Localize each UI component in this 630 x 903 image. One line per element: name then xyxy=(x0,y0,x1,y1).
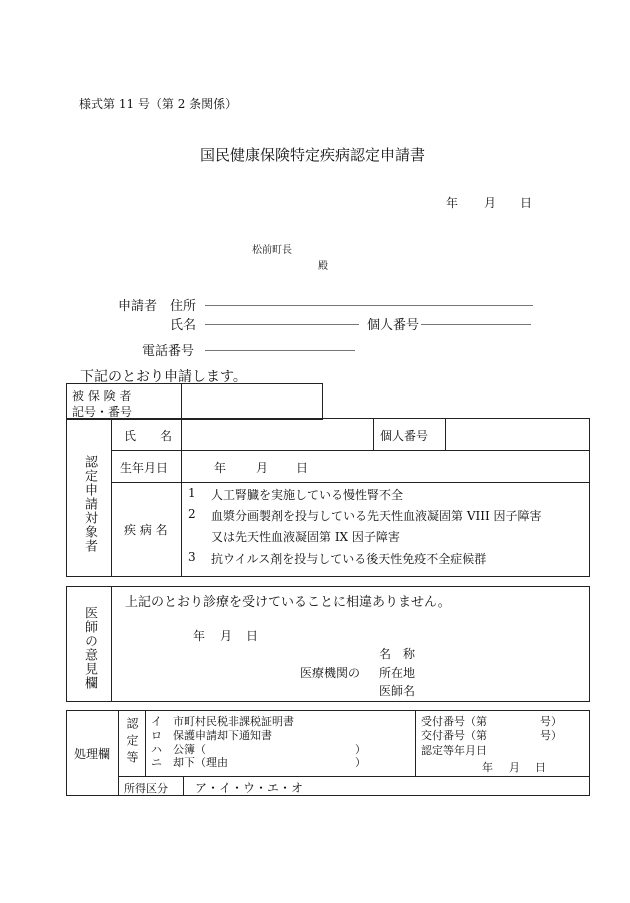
subject-disease-label: 疾 病 名 xyxy=(124,523,168,537)
cert-item-text: 公簿（ xyxy=(173,743,206,756)
subject-dob-label: 生年月日 xyxy=(120,461,169,475)
cert-item-mark: ロ xyxy=(151,729,162,742)
subject-name-field[interactable] xyxy=(183,420,371,448)
cert-date-month: 月 xyxy=(509,761,520,774)
doctor-date-year: 年 xyxy=(193,629,206,643)
cert-item-text: 市町村民税非課税証明書 xyxy=(173,715,294,728)
name-field[interactable] xyxy=(205,324,359,325)
cert-item-text: 保護申請却下通知書 xyxy=(173,729,272,742)
subject-mynumber-field[interactable] xyxy=(447,420,588,448)
insured-number-field[interactable] xyxy=(183,385,321,418)
date-day: 日 xyxy=(520,196,533,210)
insured-label-2: 記号・番号 xyxy=(72,405,133,419)
cert-date-year: 年 xyxy=(482,761,493,774)
applicant-mynumber-label: 個人番号 xyxy=(367,318,420,333)
disease-num: 2 xyxy=(188,507,196,521)
income-label: 所得区分 xyxy=(124,782,168,795)
subject-name-label: 氏 名 xyxy=(124,429,173,443)
date-year: 年 xyxy=(446,196,459,210)
subject-side-label: 認定申請対象者 xyxy=(82,455,97,553)
mynumber-field[interactable] xyxy=(421,324,531,325)
issue-number-label: 交付番号（第 xyxy=(421,729,487,742)
cert-item-mark: イ xyxy=(151,715,162,728)
dob-day: 日 xyxy=(296,461,309,475)
dob-month: 月 xyxy=(256,461,269,475)
close-paren: ） xyxy=(355,743,366,756)
income-values: ア・イ・ウ・エ・オ xyxy=(195,781,304,795)
receipt-number-suffix: 号） xyxy=(540,715,562,728)
institution-name-label: 名 称 xyxy=(379,647,416,661)
doctor-name-label: 医師名 xyxy=(379,684,416,698)
applicant-phone-label: 電話番号 xyxy=(142,344,195,359)
addressee-name: 松前町長 xyxy=(252,245,292,256)
doctor-side-label: 医師の意見欄 xyxy=(82,606,97,690)
dob-year: 年 xyxy=(214,461,227,475)
cert-item-mark: ハ xyxy=(151,743,162,756)
disease-num: 1 xyxy=(188,486,196,500)
cert-item-mark: ニ xyxy=(151,756,162,769)
cert-item-text: 却下（理由 xyxy=(173,756,228,769)
insured-label-1: 被 保 険 者 xyxy=(72,389,132,403)
addressee-honorific: 殿 xyxy=(318,261,328,272)
request-text: 下記のとおり申請します。 xyxy=(80,369,247,385)
disease-item: 人工腎臓を実施している慢性腎不全 xyxy=(211,488,404,502)
address-field[interactable] xyxy=(205,305,533,306)
form-number: 様式第 11 号（第 2 条関係） xyxy=(79,97,238,111)
issue-number-suffix: 号） xyxy=(540,729,562,742)
close-paren: ） xyxy=(355,756,366,769)
doctor-statement: 上記のとおり診療を受けていることに相違ありません。 xyxy=(125,595,451,610)
applicant-address-label: 住所 xyxy=(170,299,197,314)
disease-item: 血漿分画製剤を投与している先天性血液凝固第 VIII 因子障害 xyxy=(211,509,542,523)
receipt-number-label: 受付番号（第 xyxy=(421,715,487,728)
disease-item: 又は先天性血液凝固第 IX 因子障害 xyxy=(211,530,400,544)
page-title: 国民健康保険特定疾病認定申請書 xyxy=(200,146,426,164)
doctor-date-month: 月 xyxy=(220,629,233,643)
phone-field[interactable] xyxy=(205,350,355,351)
institution-address-label: 所在地 xyxy=(379,666,416,680)
cert-label: 認定等 xyxy=(125,717,139,768)
cert-date-day: 日 xyxy=(535,761,546,774)
disease-num: 3 xyxy=(188,550,196,564)
applicant-label: 申請者 xyxy=(118,299,158,314)
institution-label: 医療機関の xyxy=(300,666,361,680)
doctor-date-day: 日 xyxy=(246,629,259,643)
subject-mynumber-label: 個人番号 xyxy=(380,429,429,443)
disease-item: 抗ウイルス剤を投与している後天性免疫不全症候群 xyxy=(211,552,487,566)
applicant-name-label: 氏名 xyxy=(170,318,197,333)
cert-date-label: 認定等年月日 xyxy=(421,744,487,757)
processing-label: 処理欄 xyxy=(74,747,111,761)
date-month: 月 xyxy=(484,196,497,210)
